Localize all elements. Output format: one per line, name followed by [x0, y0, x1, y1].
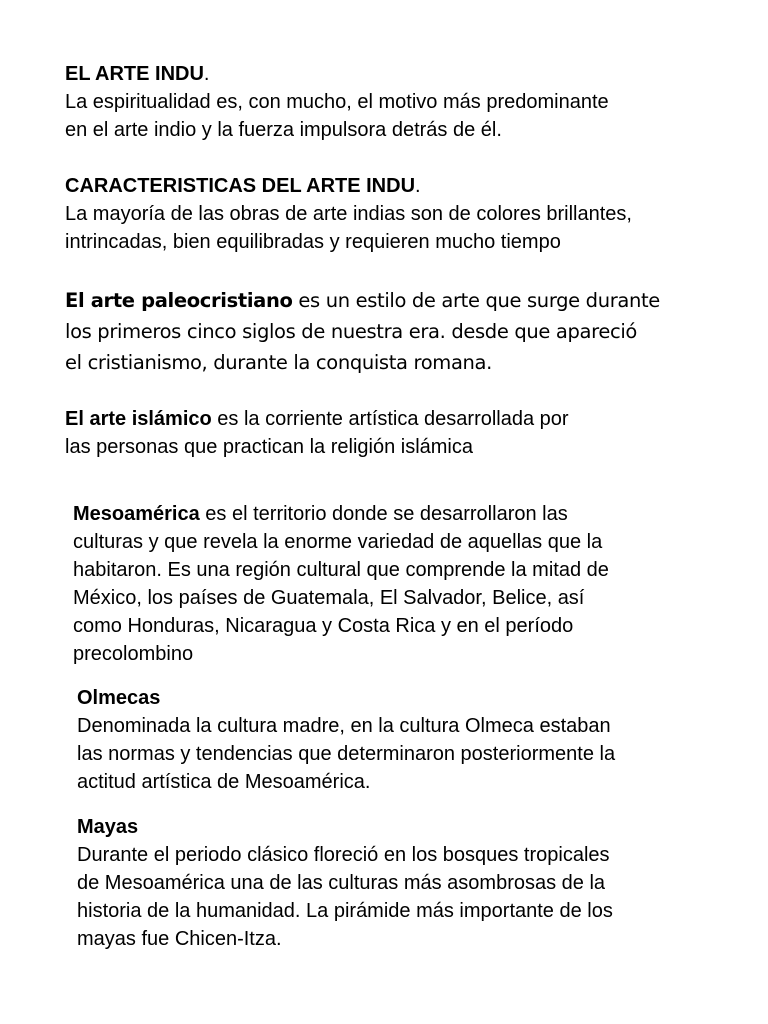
- paragraph-line: Mesoamérica es el territorio donde se desarrollaron las: [73, 503, 568, 525]
- paragraph-line: actitud artística de Mesoamérica.: [77, 771, 371, 793]
- paragraph-line: El arte paleocristiano es un estilo de arte que surge durante: [65, 289, 660, 312]
- section-heading: EL ARTE INDU.: [65, 63, 210, 85]
- paragraph-line: México, los países de Guatemala, El Salvador, Belice, así: [73, 587, 585, 609]
- paragraph-line: intrincadas, bien equilibradas y requieren mucho tiempo: [65, 231, 561, 253]
- section-paleocristiano: [65, 285, 660, 378]
- paragraph-line: el cristianismo, durante la conquista romana.: [65, 351, 493, 374]
- section-arte-indu: [65, 60, 609, 144]
- paragraph-line: Denominada la cultura madre, en la cultura Olmeca estaban: [77, 715, 611, 737]
- section-heading: Olmecas: [77, 687, 161, 709]
- paragraph-line: La mayoría de las obras de arte indias son de colores brillantes,: [65, 203, 632, 225]
- term: Mesoamérica: [73, 503, 200, 525]
- paragraph-line: Durante el periodo clásico floreció en los bosques tropicales: [77, 844, 610, 866]
- paragraph-line: en el arte indio y la fuerza impulsora detrás de él.: [65, 119, 502, 141]
- paragraph-line: precolombino: [73, 643, 194, 665]
- paragraph-line: El arte islámico es la corriente artística desarrollada por: [65, 408, 569, 430]
- paragraph-line: los primeros cinco siglos de nuestra era. desde que apareció: [65, 320, 637, 343]
- paragraph-line: historia de la humanidad. La pirámide más importante de los: [77, 900, 613, 922]
- paragraph-line: como Honduras, Nicaragua y Costa Rica y en el período: [73, 615, 574, 637]
- term: El arte paleocristiano: [65, 289, 293, 312]
- section-mesoamerica: [73, 500, 609, 668]
- term: El arte islámico: [65, 408, 212, 430]
- section-islamico: [65, 405, 569, 461]
- paragraph-line: mayas fue Chicen-Itza.: [77, 928, 282, 950]
- paragraph-line: las personas que practican la religión islámica: [65, 436, 473, 458]
- paragraph-line: las normas y tendencias que determinaron posteriormente la: [77, 743, 616, 765]
- paragraph-line: habitaron. Es una región cultural que comprende la mitad de: [73, 559, 609, 581]
- section-mayas: [77, 813, 613, 953]
- section-caracteristicas: [65, 172, 632, 256]
- paragraph-line: culturas y que revela la enorme variedad de aquellas que la: [73, 531, 603, 553]
- section-olmecas: [77, 684, 615, 796]
- paragraph-line: de Mesoamérica una de las culturas más asombrosas de la: [77, 872, 606, 894]
- section-heading: Mayas: [77, 816, 139, 838]
- section-heading: CARACTERISTICAS DEL ARTE INDU.: [65, 175, 421, 197]
- paragraph-line: La espiritualidad es, con mucho, el motivo más predominante: [65, 91, 609, 113]
